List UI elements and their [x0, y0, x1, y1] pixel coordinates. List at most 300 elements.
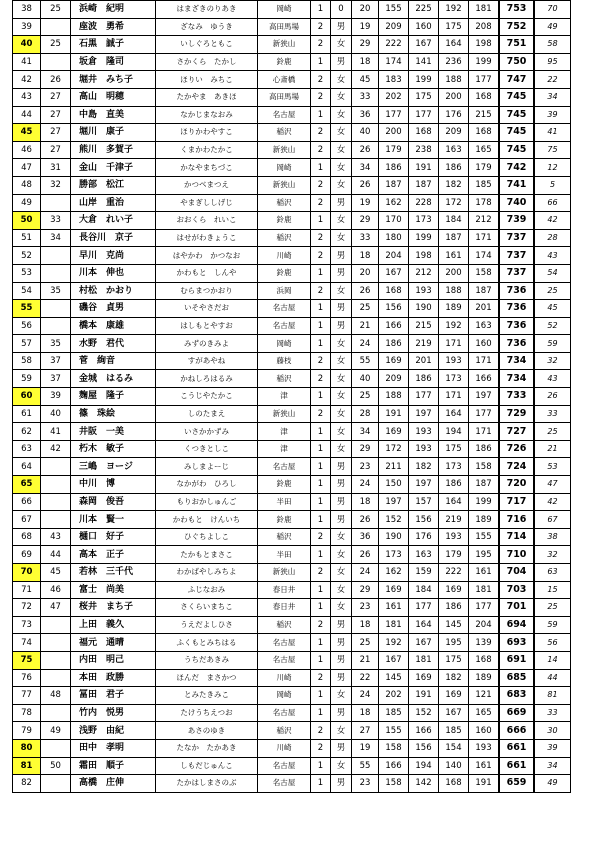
- game-4-score-cell: 160: [469, 335, 500, 353]
- total-score-cell: 661: [499, 757, 534, 775]
- class-cell: 2: [311, 124, 331, 142]
- club-cell: 高田馬場: [258, 18, 311, 36]
- table-row: [13, 458, 571, 476]
- age-cell: 40: [352, 124, 379, 142]
- ratio-cell: 21: [534, 440, 571, 458]
- game-2-score-cell: 219: [409, 335, 439, 353]
- player-name-cell: 桜井 まち子: [71, 599, 156, 617]
- total-score-cell: 720: [499, 476, 534, 494]
- game-3-score-cell: 179: [439, 546, 469, 564]
- game-2-score-cell: 191: [409, 687, 439, 705]
- game-1-score-cell: 211: [379, 458, 409, 476]
- sex-cell: 男: [331, 775, 352, 793]
- table-row: [13, 212, 571, 230]
- total-score-cell: 745: [499, 124, 534, 142]
- game-1-score-cell: 173: [379, 546, 409, 564]
- game-1-score-cell: 197: [379, 493, 409, 511]
- club-cell: 鈴鹿: [258, 476, 311, 494]
- player-kana-cell: なかがわ ひろし: [156, 476, 258, 494]
- total-score-cell: 703: [499, 581, 534, 599]
- sex-cell: 男: [331, 476, 352, 494]
- class-cell: 1: [311, 546, 331, 564]
- player-name-cell: 橋本 康雄: [71, 317, 156, 335]
- player-name-cell: 村松 かおり: [71, 282, 156, 300]
- sex-cell: 男: [331, 458, 352, 476]
- game-4-score-cell: 186: [469, 440, 500, 458]
- age-cell: 26: [352, 141, 379, 159]
- game-3-score-cell: 200: [439, 264, 469, 282]
- sex-cell: 女: [331, 370, 352, 388]
- game-3-score-cell: 175: [439, 651, 469, 669]
- game-3-score-cell: 186: [439, 599, 469, 617]
- age-cell: 18: [352, 247, 379, 265]
- game-1-score-cell: 170: [379, 212, 409, 230]
- total-score-cell: 734: [499, 352, 534, 370]
- club-cell: 名古屋: [258, 317, 311, 335]
- sex-cell: 男: [331, 194, 352, 212]
- rank-cell: 55: [13, 300, 41, 318]
- sex-cell: 女: [331, 36, 352, 54]
- game-4-score-cell: 212: [469, 212, 500, 230]
- rank-cell: 58: [13, 352, 41, 370]
- player-kana-cell: たけうちえつお: [156, 704, 258, 722]
- sex-cell: 男: [331, 511, 352, 529]
- ratio-cell: 25: [534, 282, 571, 300]
- total-score-cell: 659: [499, 775, 534, 793]
- table-row: [13, 247, 571, 265]
- club-cell: 藤枝: [258, 352, 311, 370]
- rank-cell: 67: [13, 511, 41, 529]
- player-kana-cell: むらまつかおり: [156, 282, 258, 300]
- game-4-score-cell: 201: [469, 300, 500, 318]
- game-2-score-cell: 177: [409, 106, 439, 124]
- total-score-cell: 733: [499, 388, 534, 406]
- game-1-score-cell: 186: [379, 159, 409, 177]
- class-cell: 2: [311, 722, 331, 740]
- player-name-cell: 大倉 れい子: [71, 212, 156, 230]
- club-cell: 川崎: [258, 739, 311, 757]
- game-1-score-cell: 209: [379, 18, 409, 36]
- player-kana-cell: はしもとやすお: [156, 317, 258, 335]
- table-row: [13, 388, 571, 406]
- table-row: [13, 335, 571, 353]
- table-row: [13, 476, 571, 494]
- sex-cell: 女: [331, 335, 352, 353]
- rank-cell: 73: [13, 616, 41, 634]
- player-kana-cell: ほんだ まさかつ: [156, 669, 258, 687]
- ratio-cell: 59: [534, 616, 571, 634]
- table-row: [13, 282, 571, 300]
- game-1-score-cell: 158: [379, 739, 409, 757]
- rank-cell: 74: [13, 634, 41, 652]
- total-score-cell: 716: [499, 511, 534, 529]
- club-cell: 名古屋: [258, 757, 311, 775]
- game-4-score-cell: 189: [469, 669, 500, 687]
- game-2-score-cell: 212: [409, 264, 439, 282]
- club-cell: 新狭山: [258, 564, 311, 582]
- game-3-score-cell: 154: [439, 739, 469, 757]
- previous-rank-cell: [41, 669, 71, 687]
- game-2-score-cell: 228: [409, 194, 439, 212]
- game-1-score-cell: 172: [379, 440, 409, 458]
- game-3-score-cell: 184: [439, 212, 469, 230]
- rank-cell: 44: [13, 106, 41, 124]
- previous-rank-cell: 43: [41, 528, 71, 546]
- total-score-cell: 693: [499, 634, 534, 652]
- age-cell: 26: [352, 511, 379, 529]
- game-4-score-cell: 204: [469, 616, 500, 634]
- previous-rank-cell: 42: [41, 440, 71, 458]
- total-score-cell: 701: [499, 599, 534, 617]
- rank-cell: 50: [13, 212, 41, 230]
- class-cell: 1: [311, 476, 331, 494]
- rank-cell: 57: [13, 335, 41, 353]
- club-cell: 名古屋: [258, 651, 311, 669]
- game-3-score-cell: 188: [439, 282, 469, 300]
- total-score-cell: 745: [499, 141, 534, 159]
- previous-rank-cell: 32: [41, 176, 71, 194]
- table-row: [13, 599, 571, 617]
- game-1-score-cell: 204: [379, 247, 409, 265]
- game-4-score-cell: 165: [469, 704, 500, 722]
- game-3-score-cell: 187: [439, 229, 469, 247]
- sex-cell: 女: [331, 405, 352, 423]
- class-cell: 2: [311, 739, 331, 757]
- player-kana-cell: かわもと けんいち: [156, 511, 258, 529]
- ratio-cell: 95: [534, 53, 571, 71]
- previous-rank-cell: 41: [41, 423, 71, 441]
- age-cell: 25: [352, 300, 379, 318]
- class-cell: 1: [311, 458, 331, 476]
- game-3-score-cell: 185: [439, 722, 469, 740]
- previous-rank-cell: 40: [41, 405, 71, 423]
- player-kana-cell: ほりい みちこ: [156, 71, 258, 89]
- ratio-cell: 67: [534, 511, 571, 529]
- table-row: [13, 317, 571, 335]
- club-cell: 半田: [258, 546, 311, 564]
- results-table-body: [13, 1, 571, 793]
- total-score-cell: 736: [499, 317, 534, 335]
- game-1-score-cell: 168: [379, 282, 409, 300]
- player-kana-cell: みずのきみよ: [156, 335, 258, 353]
- class-cell: 1: [311, 634, 331, 652]
- age-cell: 26: [352, 176, 379, 194]
- table-row: [13, 88, 571, 106]
- game-2-score-cell: 175: [409, 88, 439, 106]
- ratio-cell: 25: [534, 599, 571, 617]
- ratio-cell: 56: [534, 634, 571, 652]
- table-row: [13, 739, 571, 757]
- game-1-score-cell: 155: [379, 722, 409, 740]
- player-kana-cell: さかくら たかし: [156, 53, 258, 71]
- rank-cell: 54: [13, 282, 41, 300]
- player-name-cell: 中川 博: [71, 476, 156, 494]
- class-cell: 1: [311, 159, 331, 177]
- class-cell: 2: [311, 282, 331, 300]
- player-kana-cell: なかじまなおみ: [156, 106, 258, 124]
- total-score-cell: 683: [499, 687, 534, 705]
- class-cell: 1: [311, 493, 331, 511]
- game-4-score-cell: 181: [469, 1, 500, 19]
- game-4-score-cell: 174: [469, 247, 500, 265]
- game-3-score-cell: 164: [439, 405, 469, 423]
- total-score-cell: 736: [499, 335, 534, 353]
- game-3-score-cell: 222: [439, 564, 469, 582]
- ratio-cell: 75: [534, 141, 571, 159]
- game-3-score-cell: 145: [439, 616, 469, 634]
- game-1-score-cell: 202: [379, 687, 409, 705]
- age-cell: 18: [352, 616, 379, 634]
- game-2-score-cell: 215: [409, 317, 439, 335]
- player-name-cell: 菅 絢音: [71, 352, 156, 370]
- ratio-cell: 33: [534, 704, 571, 722]
- class-cell: 1: [311, 651, 331, 669]
- game-3-score-cell: 236: [439, 53, 469, 71]
- rank-cell: 40: [13, 36, 41, 54]
- class-cell: 2: [311, 176, 331, 194]
- game-4-score-cell: 161: [469, 564, 500, 582]
- class-cell: 1: [311, 511, 331, 529]
- club-cell: 鈴鹿: [258, 53, 311, 71]
- class-cell: 1: [311, 599, 331, 617]
- previous-rank-cell: 44: [41, 546, 71, 564]
- age-cell: 24: [352, 564, 379, 582]
- game-2-score-cell: 198: [409, 247, 439, 265]
- player-kana-cell: いさかかずみ: [156, 423, 258, 441]
- game-2-score-cell: 152: [409, 704, 439, 722]
- table-row: [13, 264, 571, 282]
- game-3-score-cell: 200: [439, 88, 469, 106]
- age-cell: 19: [352, 18, 379, 36]
- ratio-cell: 32: [534, 546, 571, 564]
- game-4-score-cell: 171: [469, 229, 500, 247]
- player-name-cell: 磯谷 貞男: [71, 300, 156, 318]
- game-3-score-cell: 192: [439, 317, 469, 335]
- sex-cell: 女: [331, 282, 352, 300]
- table-row: [13, 634, 571, 652]
- game-4-score-cell: 181: [469, 581, 500, 599]
- player-kana-cell: たかやま あきほ: [156, 88, 258, 106]
- player-kana-cell: あさのゆき: [156, 722, 258, 740]
- game-2-score-cell: 197: [409, 476, 439, 494]
- age-cell: 33: [352, 229, 379, 247]
- game-2-score-cell: 225: [409, 1, 439, 19]
- game-1-score-cell: 158: [379, 775, 409, 793]
- game-3-score-cell: 173: [439, 370, 469, 388]
- class-cell: 1: [311, 106, 331, 124]
- sex-cell: 女: [331, 88, 352, 106]
- age-cell: 21: [352, 317, 379, 335]
- sex-cell: 0: [331, 1, 352, 19]
- game-4-score-cell: 208: [469, 18, 500, 36]
- total-score-cell: 704: [499, 564, 534, 582]
- player-kana-cell: わかばやしみちよ: [156, 564, 258, 582]
- game-2-score-cell: 167: [409, 634, 439, 652]
- player-name-cell: 井阪 一美: [71, 423, 156, 441]
- total-score-cell: 742: [499, 159, 534, 177]
- ratio-cell: 42: [534, 493, 571, 511]
- previous-rank-cell: 35: [41, 335, 71, 353]
- previous-rank-cell: [41, 634, 71, 652]
- game-2-score-cell: 186: [409, 370, 439, 388]
- game-4-score-cell: 187: [469, 282, 500, 300]
- game-1-score-cell: 209: [379, 370, 409, 388]
- ratio-cell: 41: [534, 124, 571, 142]
- sex-cell: 男: [331, 634, 352, 652]
- ratio-cell: 70: [534, 1, 571, 19]
- ratio-cell: 34: [534, 88, 571, 106]
- sex-cell: 女: [331, 440, 352, 458]
- age-cell: 22: [352, 669, 379, 687]
- ratio-cell: 26: [534, 388, 571, 406]
- game-4-score-cell: 195: [469, 546, 500, 564]
- player-kana-cell: もりおかしゅんご: [156, 493, 258, 511]
- game-3-score-cell: 195: [439, 634, 469, 652]
- club-cell: 新狭山: [258, 141, 311, 159]
- game-3-score-cell: 175: [439, 18, 469, 36]
- rank-cell: 45: [13, 124, 41, 142]
- game-4-score-cell: 171: [469, 423, 500, 441]
- game-2-score-cell: 197: [409, 405, 439, 423]
- class-cell: 1: [311, 581, 331, 599]
- ratio-cell: 39: [534, 106, 571, 124]
- club-cell: 名古屋: [258, 704, 311, 722]
- game-4-score-cell: 197: [469, 388, 500, 406]
- game-1-score-cell: 166: [379, 317, 409, 335]
- club-cell: 鈴鹿: [258, 212, 311, 230]
- club-cell: 津: [258, 440, 311, 458]
- age-cell: 29: [352, 440, 379, 458]
- player-kana-cell: はやかわ かつなお: [156, 247, 258, 265]
- rank-cell: 63: [13, 440, 41, 458]
- age-cell: 27: [352, 722, 379, 740]
- previous-rank-cell: [41, 704, 71, 722]
- table-row: [13, 370, 571, 388]
- results-table: [12, 0, 571, 793]
- class-cell: 1: [311, 335, 331, 353]
- previous-rank-cell: [41, 458, 71, 476]
- sex-cell: 男: [331, 669, 352, 687]
- rank-cell: 68: [13, 528, 41, 546]
- total-score-cell: 745: [499, 106, 534, 124]
- game-4-score-cell: 158: [469, 264, 500, 282]
- total-score-cell: 737: [499, 229, 534, 247]
- player-name-cell: 座波 勇希: [71, 18, 156, 36]
- age-cell: 18: [352, 493, 379, 511]
- total-score-cell: 741: [499, 176, 534, 194]
- game-3-score-cell: 167: [439, 704, 469, 722]
- game-1-score-cell: 180: [379, 229, 409, 247]
- game-2-score-cell: 168: [409, 124, 439, 142]
- total-score-cell: 750: [499, 53, 534, 71]
- player-kana-cell: ほりかわやすこ: [156, 124, 258, 142]
- player-name-cell: 熊川 多賀子: [71, 141, 156, 159]
- game-1-score-cell: 152: [379, 511, 409, 529]
- player-kana-cell: かわもと しんや: [156, 264, 258, 282]
- class-cell: 2: [311, 229, 331, 247]
- table-row: [13, 106, 571, 124]
- player-kana-cell: さくらいまちこ: [156, 599, 258, 617]
- player-kana-cell: しのたまえ: [156, 405, 258, 423]
- previous-rank-cell: [41, 775, 71, 793]
- table-row: [13, 493, 571, 511]
- previous-rank-cell: 50: [41, 757, 71, 775]
- game-4-score-cell: 185: [469, 176, 500, 194]
- total-score-cell: 661: [499, 739, 534, 757]
- game-1-score-cell: 200: [379, 124, 409, 142]
- game-2-score-cell: 166: [409, 722, 439, 740]
- age-cell: 29: [352, 581, 379, 599]
- age-cell: 45: [352, 71, 379, 89]
- rank-cell: 38: [13, 1, 41, 19]
- game-2-score-cell: 163: [409, 546, 439, 564]
- rank-cell: 72: [13, 599, 41, 617]
- total-score-cell: 729: [499, 405, 534, 423]
- sex-cell: 女: [331, 159, 352, 177]
- age-cell: 19: [352, 739, 379, 757]
- ratio-cell: 66: [534, 194, 571, 212]
- player-kana-cell: ふじなおみ: [156, 581, 258, 599]
- player-name-cell: 堀川 康子: [71, 124, 156, 142]
- age-cell: 26: [352, 546, 379, 564]
- club-cell: 心斎橋: [258, 71, 311, 89]
- game-1-score-cell: 167: [379, 651, 409, 669]
- age-cell: 24: [352, 687, 379, 705]
- player-name-cell: 朽木 敏子: [71, 440, 156, 458]
- age-cell: 55: [352, 757, 379, 775]
- game-3-score-cell: 189: [439, 300, 469, 318]
- club-cell: 浜岡: [258, 282, 311, 300]
- player-kana-cell: こうじやたかこ: [156, 388, 258, 406]
- club-cell: 名古屋: [258, 775, 311, 793]
- game-4-score-cell: 171: [469, 352, 500, 370]
- game-4-score-cell: 168: [469, 651, 500, 669]
- player-kana-cell: うちだあきみ: [156, 651, 258, 669]
- total-score-cell: 691: [499, 651, 534, 669]
- rank-cell: 59: [13, 370, 41, 388]
- player-name-cell: 高橋 庄伸: [71, 775, 156, 793]
- sex-cell: 女: [331, 687, 352, 705]
- game-1-score-cell: 190: [379, 528, 409, 546]
- previous-rank-cell: 46: [41, 581, 71, 599]
- sex-cell: 男: [331, 616, 352, 634]
- club-cell: 春日井: [258, 581, 311, 599]
- game-3-score-cell: 192: [439, 1, 469, 19]
- game-3-score-cell: 140: [439, 757, 469, 775]
- class-cell: 1: [311, 317, 331, 335]
- total-score-cell: 710: [499, 546, 534, 564]
- game-2-score-cell: 181: [409, 651, 439, 669]
- game-2-score-cell: 169: [409, 669, 439, 687]
- ratio-cell: 49: [534, 18, 571, 36]
- game-1-score-cell: 145: [379, 669, 409, 687]
- previous-rank-cell: 45: [41, 564, 71, 582]
- player-kana-cell: みしまよーじ: [156, 458, 258, 476]
- ratio-cell: 30: [534, 722, 571, 740]
- table-row: [13, 141, 571, 159]
- class-cell: 1: [311, 53, 331, 71]
- player-name-cell: 中島 直美: [71, 106, 156, 124]
- sex-cell: 女: [331, 564, 352, 582]
- game-1-score-cell: 155: [379, 1, 409, 19]
- total-score-cell: 736: [499, 300, 534, 318]
- club-cell: 名古屋: [258, 300, 311, 318]
- total-score-cell: 739: [499, 212, 534, 230]
- class-cell: 2: [311, 370, 331, 388]
- age-cell: 28: [352, 405, 379, 423]
- player-kana-cell: かねしろはるみ: [156, 370, 258, 388]
- table-row: [13, 194, 571, 212]
